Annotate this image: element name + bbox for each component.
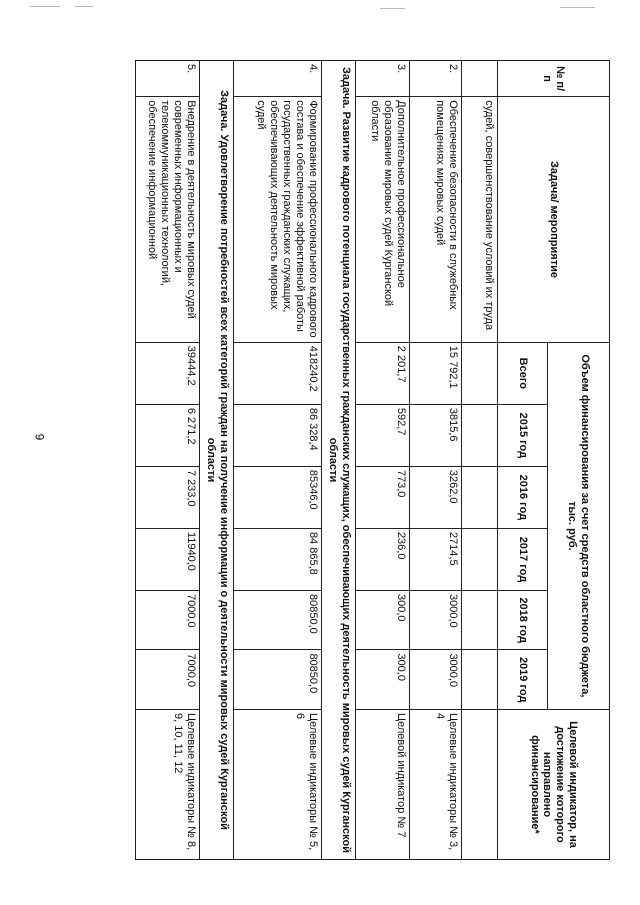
row-2016: 7 233,0 xyxy=(136,466,200,528)
header-year-2017: 2017 год xyxy=(498,528,548,590)
table-row xyxy=(356,61,410,860)
row-2016: 85346,0 xyxy=(234,466,322,528)
table-row xyxy=(234,61,322,860)
row-2015: 3815,6 xyxy=(410,404,462,466)
task-heading-row xyxy=(200,61,234,860)
table-row xyxy=(410,61,462,860)
header-year-2015: 2015 год xyxy=(498,404,548,466)
header-year-2016: 2016 год xyxy=(498,466,548,528)
row-2017 xyxy=(462,528,498,590)
row-task: судей, совершенствование условий их труда xyxy=(462,97,498,343)
row-2018: 3000,0 xyxy=(410,590,462,649)
task-heading: Задача. Развитие кадрового потенциала государственных гражданских служащих, обеспечивающих деятельность мировых судей Курганской области xyxy=(322,61,356,860)
row-num: 5. xyxy=(136,61,200,97)
row-indicator: Целевые индикаторы № 8, 9, 10, 11, 12 xyxy=(136,709,200,859)
row-2017: 2714,5 xyxy=(410,528,462,590)
row-2017: 84 865,8 xyxy=(234,528,322,590)
row-2018: 7000,0 xyxy=(136,590,200,649)
header-funding: Объем финансирования за счет средств областного бюджета, тыс. руб. xyxy=(548,342,610,709)
row-2019: 3000,0 xyxy=(410,650,462,710)
row-total: 39444,2 xyxy=(136,342,200,404)
row-total: 15 792,1 xyxy=(410,342,462,404)
row-num: 3. xyxy=(356,61,410,97)
row-2019: 300,0 xyxy=(356,650,410,710)
row-2018: 300,0 xyxy=(356,590,410,649)
row-2017: 11940,0 xyxy=(136,528,200,590)
row-2015: 592,7 xyxy=(356,404,410,466)
row-total: 2 201,7 xyxy=(356,342,410,404)
row-2016: 3262,0 xyxy=(410,466,462,528)
task-heading: Задача. Удовлетворение потребностей всех категорий граждан на получение информации о деятельности мировых судей Курганской области xyxy=(200,61,234,860)
table-row xyxy=(462,61,498,860)
row-2018 xyxy=(462,590,498,649)
row-indicator: Целевые индикаторы № 3, 4 xyxy=(410,709,462,859)
header-num: № п/п xyxy=(498,61,610,97)
row-num: 4. xyxy=(234,61,322,97)
funding-table xyxy=(135,60,610,860)
row-2015 xyxy=(462,404,498,466)
row-2015: 86 328,4 xyxy=(234,404,322,466)
row-2019: 7000,0 xyxy=(136,650,200,710)
header-indicator: Целевой индикатор, на достижение которого направлено финансирование* xyxy=(498,709,610,859)
page-number: 9 xyxy=(32,433,47,441)
row-num xyxy=(462,61,498,97)
row-2016 xyxy=(462,466,498,528)
row-2018: 80850,0 xyxy=(234,590,322,649)
scan-artifacts xyxy=(0,0,640,16)
row-2016: 773,0 xyxy=(356,466,410,528)
row-total xyxy=(462,342,498,404)
row-num: 2. xyxy=(410,61,462,97)
header-task: Задача/ мероприятие xyxy=(498,97,610,343)
row-indicator: Целевые индикаторы № 5, 6 xyxy=(234,709,322,859)
header-year-2018: 2018 год xyxy=(498,590,548,649)
header-total: Всего xyxy=(498,342,548,404)
row-task: Внедрение в деятельность мировых судей современных информационных и телекоммуникационных технологий, обеспечение информационной xyxy=(136,97,200,343)
row-task: Формирование профессионального кадрового состава и обеспечение эффективной работы государственных гражданских служащих, обеспечивающих деятельность мировых судей xyxy=(234,97,322,343)
row-task: Дополнительное профессиональное образование мировых судей Курганской области xyxy=(356,97,410,343)
row-2017: 236,0 xyxy=(356,528,410,590)
row-2015: 6 271,2 xyxy=(136,404,200,466)
row-task: Обеспечение безопасности в служебных помещениях мировых судей xyxy=(410,97,462,343)
row-indicator xyxy=(462,709,498,859)
header-year-2019: 2019 год xyxy=(498,650,548,710)
row-indicator: Целевой индикатор № 7 xyxy=(356,709,410,859)
row-total: 418240,2 xyxy=(234,342,322,404)
row-2019 xyxy=(462,650,498,710)
table-row xyxy=(136,61,200,860)
task-heading-row xyxy=(322,61,356,860)
row-2019: 80850,0 xyxy=(234,650,322,710)
rotated-table-stage xyxy=(70,60,610,860)
